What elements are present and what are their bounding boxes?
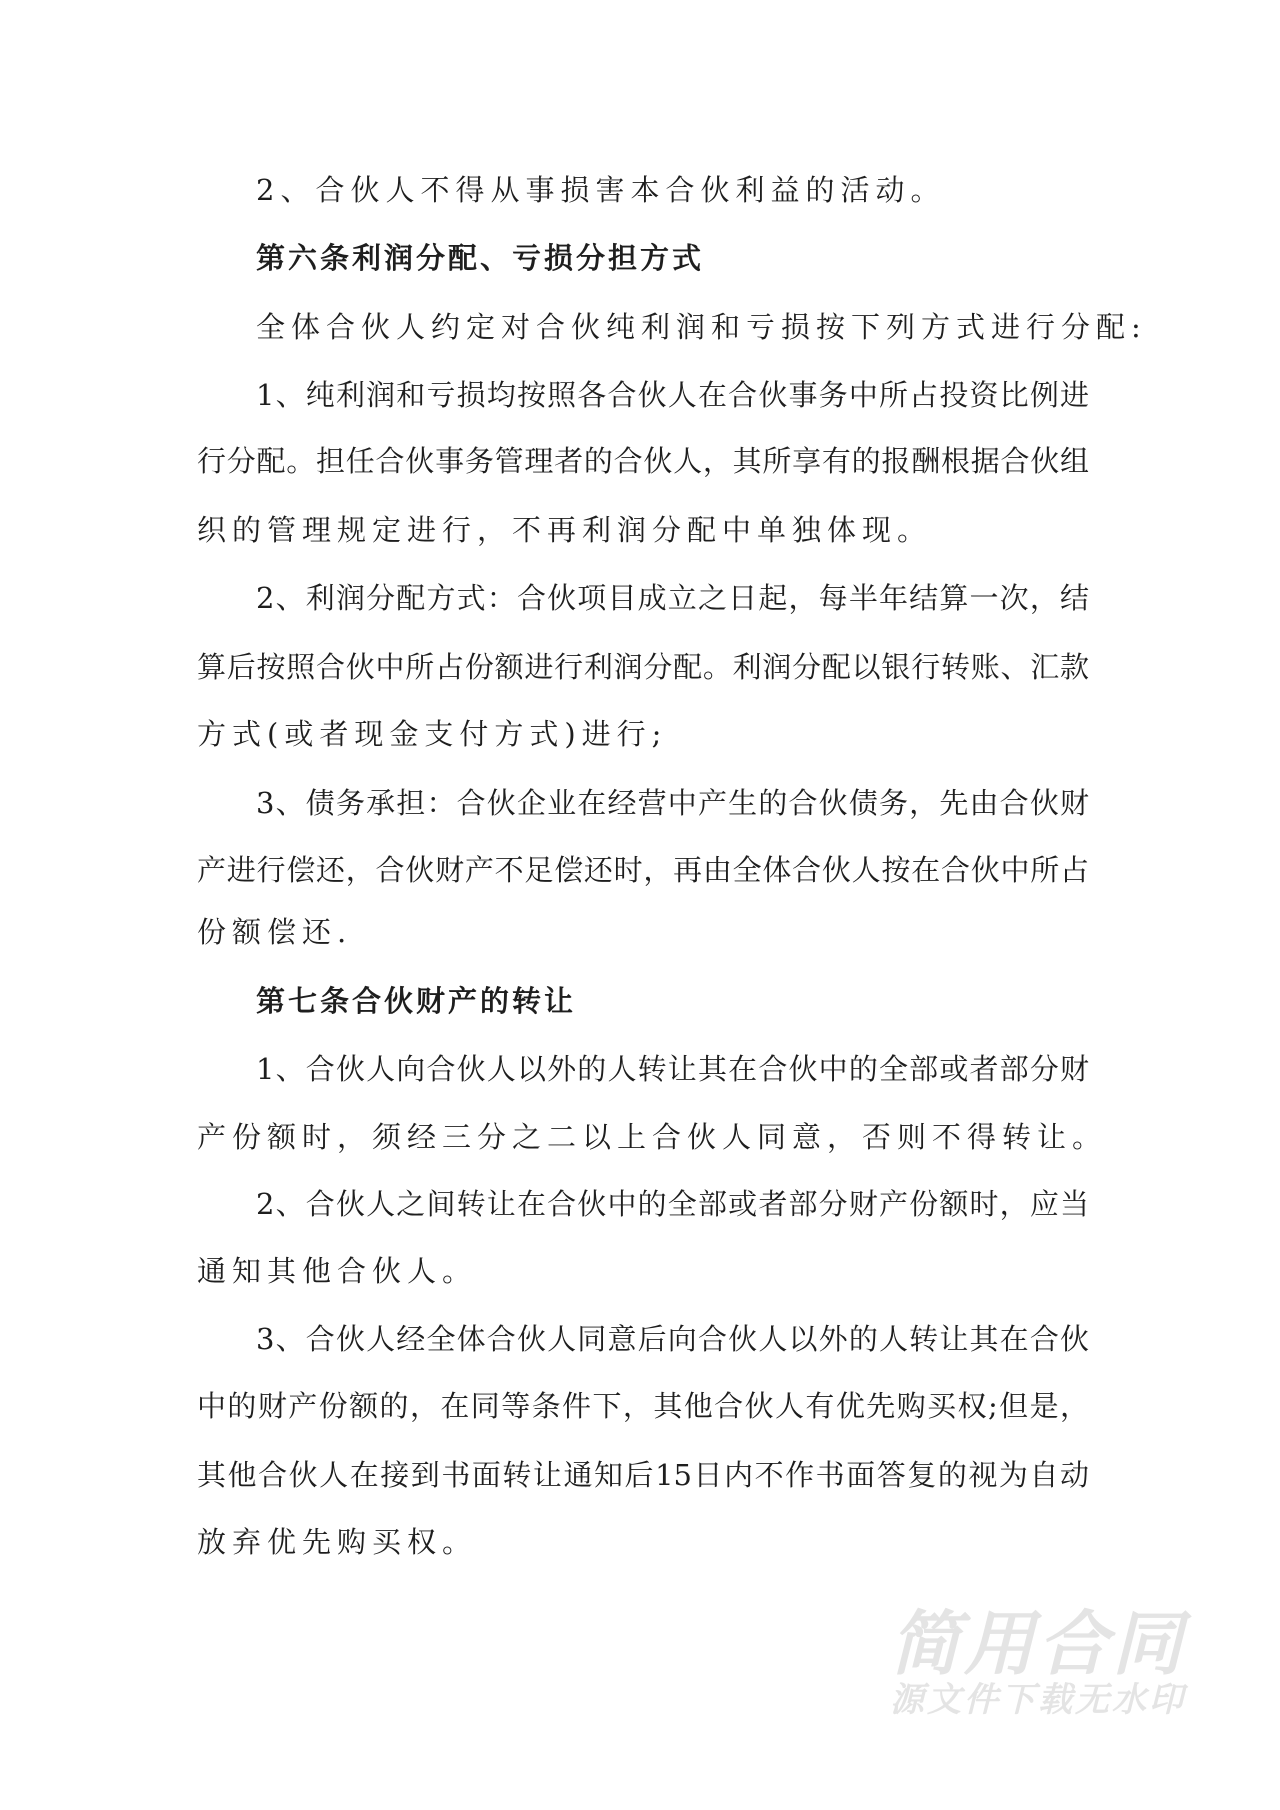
text-line: 产进行偿还，合伙财产不足偿还时，再由全体合伙人按在合伙中所占 — [197, 853, 1089, 887]
text-line: 行分配。担任合伙事务管理者的合伙人，其所享有的报酬根据合伙组 — [197, 444, 1089, 478]
text-line: 放弃优先购买权。 — [197, 1525, 478, 1559]
text-line: 2、合伙人之间转让在合伙中的全部或者部分财产份额时，应当 — [256, 1187, 1089, 1221]
text-line: 产份额时，须经三分之二以上合伙人同意，否则不得转让。 — [197, 1120, 1108, 1154]
text-line: 2、利润分配方式：合伙项目成立之日起，每半年结算一次，结 — [256, 581, 1089, 615]
watermark-title: 简用合同 — [890, 1603, 1186, 1685]
section-heading: 第七条合伙财产的转让 — [256, 984, 577, 1018]
text-line: 算后按照合伙中所占份额进行利润分配。利润分配以银行转账、汇款 — [197, 650, 1089, 684]
text-line: 全体合伙人约定对合伙纯利润和亏损按下列方式进行分配: — [256, 310, 1147, 344]
text-line: 织的管理规定进行，不再利润分配中单独体现。 — [197, 513, 933, 547]
text-line: 份额偿还. — [197, 915, 353, 949]
text-line: 3、债务承担：合伙企业在经营中产生的合伙债务，先由合伙财 — [256, 786, 1089, 820]
text-line: 中的财产份额的，在同等条件下，其他合伙人有优先购买权;但是， — [197, 1389, 1089, 1423]
text-line: 通知其他合伙人。 — [197, 1254, 478, 1288]
section-heading: 第六条利润分配、亏损分担方式 — [256, 241, 705, 275]
text-line: 1、合伙人向合伙人以外的人转让其在合伙中的全部或者部分财 — [256, 1052, 1089, 1086]
text-line: 1、纯利润和亏损均按照各合伙人在合伙事务中所占投资比例进 — [256, 378, 1089, 412]
text-line: 3、合伙人经全体合伙人同意后向合伙人以外的人转让其在合伙 — [256, 1322, 1089, 1356]
watermark-subtitle: 源文件下载无水印 — [890, 1680, 1186, 1720]
text-line: 其他合伙人在接到书面转让通知后15日内不作书面答复的视为自动 — [197, 1458, 1089, 1492]
text-line: 方式(或者现金支付方式)进行; — [197, 717, 668, 751]
text-line: 2、合伙人不得从事损害本合伙利益的活动。 — [256, 173, 946, 207]
